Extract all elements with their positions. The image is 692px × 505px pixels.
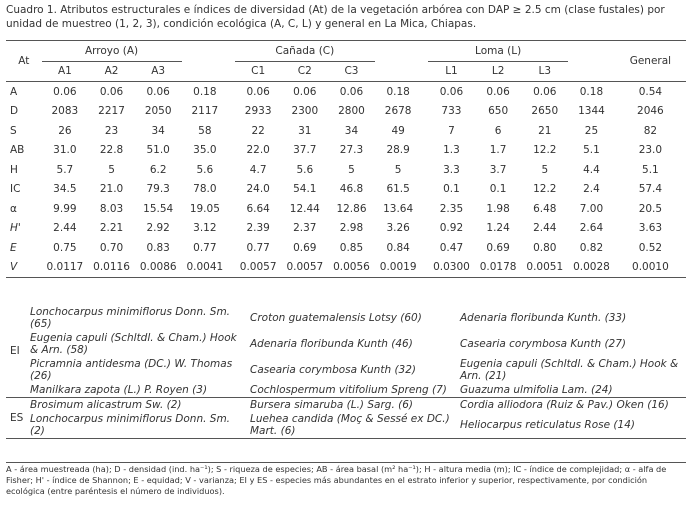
table-cell: 0.0041: [186, 261, 224, 274]
row-label: IC: [10, 183, 21, 196]
table-cell: 7: [448, 124, 455, 137]
table-cell: 22.8: [99, 144, 124, 157]
row-label: A: [10, 85, 18, 98]
table-cell: 79.3: [146, 183, 170, 196]
table-cell: 0.06: [533, 85, 557, 98]
table-cell: 82: [643, 124, 658, 137]
species-cell: Adenaria floribunda Kunth (46): [250, 338, 413, 350]
table-row: [6, 180, 686, 200]
subheader-c3: C3: [344, 65, 359, 78]
species-row: [6, 357, 686, 383]
table-cell: 2.44: [533, 222, 557, 235]
table-cell: 28.9: [386, 144, 410, 157]
table-cell: 0.0010: [632, 261, 669, 274]
table-cell: 7.00: [579, 202, 604, 215]
table-cell: 3.63: [638, 222, 663, 235]
table-cell: 0.83: [146, 241, 170, 254]
species-cell: Lonchocarpus minimiflorus Donn. Sm. (2): [30, 413, 231, 437]
subheader-a-total: [182, 61, 229, 82]
species-cell: Heliocarpus reticulatus Rose (14): [460, 419, 635, 431]
table-cell: 23.0: [638, 144, 663, 157]
table-cell: 34: [151, 124, 165, 137]
table-cell: 0.84: [386, 241, 410, 254]
table-caption: Cuadro 1. Atributos estructurales e índices de diversidad (At) de la vegetación arbórea con DAP ≥ 2.5 cm (clase fustales) por unidad de muestreo (1, 2, 3), condición ecológica (A, C, L) y general en La Mica, Chiapas.: [6, 4, 665, 30]
table-cell: 2.4: [583, 183, 600, 196]
group-header-arroyo: Arroyo (A): [42, 41, 182, 62]
table-cell: 0.0051: [526, 261, 564, 274]
table-cell: 0.18: [579, 85, 604, 98]
table-cell: 0.0178: [479, 261, 517, 274]
subheader-l3: L3: [538, 65, 552, 78]
table-cell: 5.1: [583, 144, 600, 157]
table-cell: 8.03: [99, 202, 124, 215]
table-row: [6, 219, 686, 239]
subheader-c-total: [375, 61, 422, 82]
table-cell: 37.7: [293, 144, 317, 157]
table-cell: 0.0057: [239, 261, 277, 274]
table-cell: 58: [198, 124, 212, 137]
table-cell: 3.3: [443, 163, 460, 176]
table-footnote: A - área muestreada (ha); D - densidad (ind. ha⁻¹); S - riqueza de especies; AB - área basal (m² ha⁻¹); H - altura media (m); IC - índice de complejidad; α - alfa de Fisher; H' - índice de Shannon; E - equidad; V - varianza; EI y ES - especies más abundantes en el estrato inferior y superior, respectivamente, por condición ecológica (entre paréntesis el número de individuos).: [6, 462, 686, 497]
species-row: [6, 383, 686, 398]
table-cell: 51.0: [146, 144, 170, 157]
table-cell: 54.1: [293, 183, 317, 196]
table-cell: 5.6: [196, 163, 214, 176]
row-label: E: [10, 241, 17, 254]
table-cell: 6.48: [533, 202, 557, 215]
table-cell: 5.6: [296, 163, 314, 176]
table-cell: 0.77: [193, 241, 217, 254]
table-cell: 31: [298, 124, 312, 137]
table-cell: 12.2: [533, 144, 557, 157]
table-cell: 21.0: [99, 183, 124, 196]
species-cell: Luehea candida (Moç & Sessé ex DC.) Mart. (6): [250, 413, 450, 437]
subheader-l1: L1: [445, 65, 458, 78]
species-cell: Casearia corymbosa Kunth (32): [250, 364, 417, 376]
table-cell: 0.18: [386, 85, 410, 98]
table-cell: 2800: [338, 105, 365, 118]
table-cell: 2300: [291, 105, 319, 118]
table-cell: 2.64: [579, 222, 604, 235]
table-cell: 0.0019: [379, 261, 417, 274]
table-cell: 0.06: [146, 85, 170, 98]
table-cell: 0.06: [339, 85, 364, 98]
subheader-a1: A1: [57, 65, 72, 78]
table-row: [6, 258, 686, 278]
species-cell: Eugenia capuli (Schltdl. & Cham.) Hook & Arn. (58): [30, 332, 237, 356]
table-cell: 12.86: [336, 202, 367, 215]
table-row: [6, 121, 686, 141]
table-cell: 12.2: [533, 183, 557, 196]
species-cell: Lonchocarpus minimiflorus Donn. Sm. (65): [30, 306, 231, 330]
subheader-l2: L2: [491, 65, 505, 78]
table-cell: 21: [538, 124, 552, 137]
table-cell: 22: [251, 124, 265, 137]
species-cell: Eugenia capuli (Schltdl. & Cham.) Hook & Arn. (21): [460, 358, 679, 382]
row-label: α: [10, 202, 17, 215]
species-row: [6, 305, 686, 331]
table-cell: 5: [541, 163, 549, 176]
table-cell: 61.5: [386, 183, 410, 196]
row-label: D: [10, 105, 19, 118]
table-cell: 20.5: [638, 202, 663, 215]
table-cell: 2.98: [339, 222, 364, 235]
table-cell: 2678: [384, 105, 412, 118]
table-cell: 0.1: [443, 183, 460, 196]
table-cell: 1.7: [489, 144, 507, 157]
table-cell: 3.26: [386, 222, 410, 235]
table-cell: 0.54: [638, 85, 663, 98]
subheader-l-total: [568, 61, 615, 82]
table-cell: 0.06: [439, 85, 464, 98]
table-cell: 0.0116: [93, 261, 130, 274]
table-row: [6, 160, 686, 180]
table-cell: 0.0117: [46, 261, 84, 274]
species-cell: Picramnia antidesma (DC.) W. Thomas (26): [30, 358, 233, 382]
table-cell: 0.47: [439, 241, 464, 254]
attributes-table: [6, 40, 686, 278]
table-cell: 0.1: [489, 183, 507, 196]
table-cell: 5: [348, 163, 355, 176]
table-cell: 5.7: [56, 163, 74, 176]
table-cell: 2.21: [99, 222, 124, 235]
table-cell: 0.06: [246, 85, 270, 98]
table-cell: 13.64: [383, 202, 414, 215]
ei-label: EI: [10, 345, 20, 357]
table-cell: 1.3: [443, 144, 460, 157]
species-cell: Casearia corymbosa Kunth (27): [460, 338, 627, 350]
species-cell: Manilkara zapota (L.) P. Royen (3): [30, 384, 208, 396]
table-cell: 57.4: [638, 183, 663, 196]
table-cell: 0.77: [246, 241, 270, 254]
table-cell: 34: [344, 124, 359, 137]
table-cell: 2217: [98, 105, 125, 118]
table-row: [6, 141, 686, 161]
table-cell: 2.37: [293, 222, 317, 235]
table-cell: 12.44: [289, 202, 320, 215]
table-cell: 2046: [637, 105, 664, 118]
table-row: [6, 82, 686, 102]
table-cell: 0.82: [579, 241, 604, 254]
table-cell: 49: [391, 124, 405, 137]
table-cell: 46.8: [339, 183, 364, 196]
general-header: General: [615, 41, 686, 82]
table-cell: 0.0028: [573, 261, 610, 274]
table-cell: 6.64: [246, 202, 270, 215]
table-cell: 0.0300: [433, 261, 470, 274]
table-cell: 0.0086: [139, 261, 177, 274]
species-cell: Adenaria floribunda Kunth. (33): [460, 312, 627, 324]
table-cell: 6.2: [149, 163, 167, 176]
table-cell: 2.35: [439, 202, 464, 215]
table-cell: 0.52: [638, 241, 663, 254]
species-cell: Guazuma ulmifolia Lam. (24): [460, 384, 613, 396]
table-cell: 78.0: [193, 183, 217, 196]
table-cell: 0.18: [193, 85, 217, 98]
table-cell: 27.3: [339, 144, 364, 157]
table-cell: 22.0: [246, 144, 270, 157]
species-cell: Bursera simaruba (L.) Sarg. (6): [250, 399, 414, 411]
row-label: V: [10, 261, 18, 274]
species-cell: Cordia alliodora (Ruiz & Pav.) Oken (16): [460, 399, 669, 411]
table-cell: 9.99: [53, 202, 77, 215]
table-cell: 0.06: [53, 85, 77, 98]
table-row: [6, 238, 686, 258]
table-cell: 0.06: [99, 85, 124, 98]
table-cell: 0.06: [293, 85, 317, 98]
table-cell: 1.98: [486, 202, 510, 215]
row-label: AB: [10, 144, 25, 157]
table-cell: 0.80: [533, 241, 557, 254]
table-cell: 25: [584, 124, 599, 137]
table-cell: 15.54: [143, 202, 174, 215]
table-cell: 23: [104, 124, 119, 137]
table-cell: 1.24: [486, 222, 510, 235]
table-cell: 650: [488, 105, 509, 118]
table-cell: 24.0: [246, 183, 270, 196]
group-header-loma: Loma (L): [428, 41, 568, 62]
table-cell: 3.12: [193, 222, 217, 235]
table-cell: 0.85: [339, 241, 364, 254]
species-row: [6, 412, 686, 439]
species-cell: Croton guatemalensis Lotsy (60): [250, 312, 422, 324]
table-cell: 26: [58, 124, 72, 137]
table-cell: 0.0057: [286, 261, 324, 274]
table-cell: 4.4: [583, 163, 600, 176]
table-cell: 5.1: [642, 163, 659, 176]
subheader-a2: A2: [104, 65, 119, 78]
table-cell: 35.0: [193, 144, 217, 157]
table-cell: 0.70: [99, 241, 124, 254]
table-cell: 6: [494, 124, 502, 137]
table-cell: 3.7: [489, 163, 507, 176]
table-cell: 2117: [191, 105, 219, 118]
table-cell: 0.06: [486, 85, 510, 98]
table-cell: 34.5: [53, 183, 77, 196]
table-cell: 1344: [578, 105, 605, 118]
species-row: [6, 398, 686, 413]
table-cell: 0.69: [486, 241, 510, 254]
table-cell: 2.39: [246, 222, 270, 235]
table-cell: 31.0: [53, 144, 77, 157]
subheader-a3: A3: [151, 65, 166, 78]
table-row: [6, 199, 686, 219]
species-cell: Cochlospermum vitifolium Spreng (7): [250, 384, 447, 396]
row-label: S: [10, 124, 17, 137]
table-cell: 2.92: [146, 222, 170, 235]
table-cell: 0.75: [53, 241, 77, 254]
species-section: [6, 305, 686, 439]
row-label: H': [10, 222, 21, 235]
subheader-c2: C2: [297, 65, 312, 78]
table-cell: 5: [108, 163, 115, 176]
species-cell: Brosimum alicastrum Sw. (2): [30, 399, 182, 411]
table-cell: 2050: [144, 105, 172, 118]
table-row: [6, 102, 686, 122]
table-cell: 0.69: [293, 241, 317, 254]
table-cell: 2.44: [53, 222, 77, 235]
group-header-canada: Cañada (C): [235, 41, 375, 62]
table-cell: 5: [394, 163, 402, 176]
table-cell: 733: [441, 105, 462, 118]
table-cell: 0.0056: [333, 261, 370, 274]
subheader-c1: C1: [251, 65, 266, 78]
species-row: [6, 331, 686, 357]
row-label: H: [10, 163, 18, 176]
es-label: ES: [10, 412, 24, 424]
table-cell: 0.92: [439, 222, 464, 235]
table-cell: 2083: [51, 105, 79, 118]
table-cell: 2933: [244, 105, 272, 118]
table-cell: 19.05: [189, 202, 220, 215]
at-header: At: [6, 41, 42, 82]
table-cell: 4.7: [249, 163, 267, 176]
table-cell: 2650: [531, 105, 559, 118]
